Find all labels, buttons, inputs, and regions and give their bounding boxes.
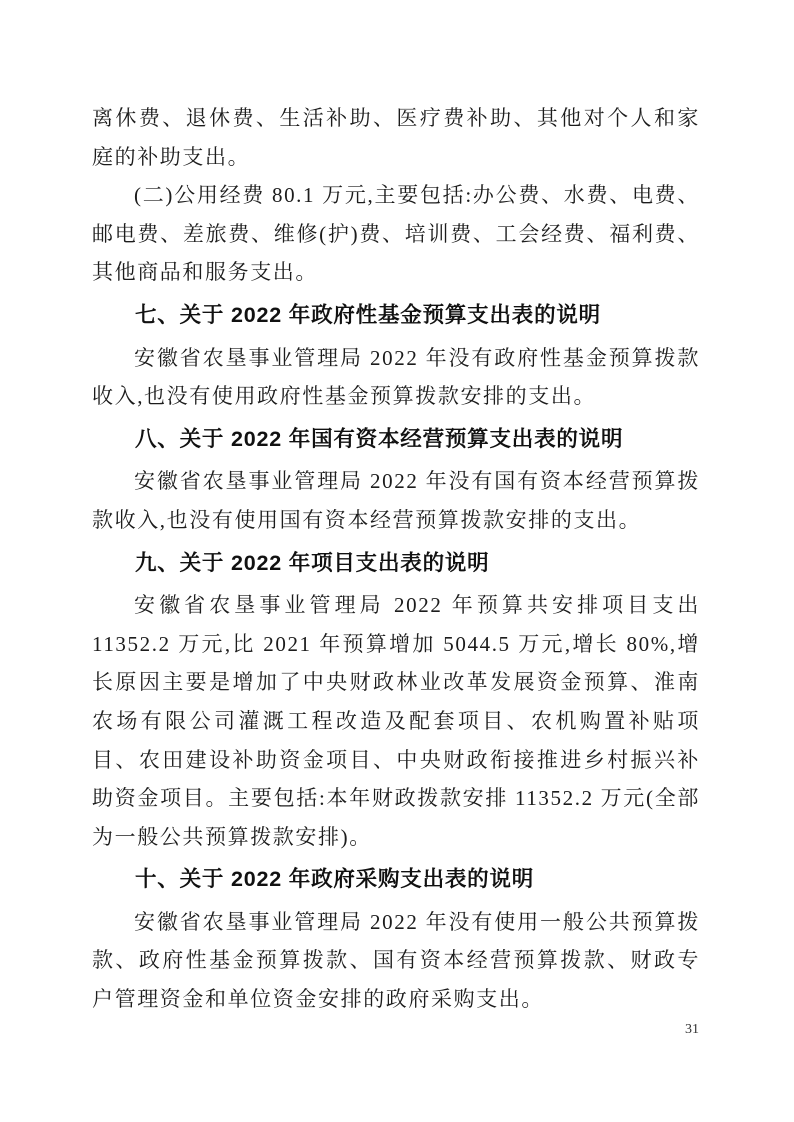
page-number: 31 — [685, 1022, 699, 1037]
heading-section-10-government-procurement: 十、关于 2022 年政府采购支出表的说明 — [135, 867, 535, 892]
paragraph-public-expense: (二)公用经费 80.1 万元,主要包括:办公费、水费、电费、邮电费、差旅费、维修(护)费、培训费、工会经费、福利费、其他商品和服务支出。 — [92, 183, 700, 285]
paragraph-section-10-body: 安徽省农垦事业管理局 2022 年没有使用一般公共预算拨款、政府性基金预算拨款、国有资本经营预算拨款、财政专户管理资金和单位资金安排的政府采购支出。 — [92, 909, 700, 1012]
paragraph-section-8-body: 安徽省农垦事业管理局 2022 年没有国有资本经营预算拨款收入,也没有使用国有资本经营预算拨款安排的支出。 — [92, 469, 700, 532]
heading-section-9-project-expenditure: 九、关于 2022 年项目支出表的说明 — [135, 550, 490, 575]
heading-section-8-state-capital-budget: 八、关于 2022 年国有资本经营预算支出表的说明 — [135, 426, 624, 451]
paragraph-section-9-body: 安徽省农垦事业管理局 2022 年预算共安排项目支出 11352.2 万元,比 2021 年预算增加 5044.5 万元,增长 80%,增长原因主要是增加了中央财政林业改革发展资金预算、淮南农场有限公司灌溉工程改造及配套项目、农机购置补贴项目、农田建设补助资金项目、中央财政衔接推进乡村振兴补助资金项目。主要包括:本年财政拨款安排 11352.2 万元(全部为一般公共预算拨款安排)。 — [92, 593, 700, 849]
paragraph-section-7-body: 安徽省农垦事业管理局 2022 年没有政府性基金预算拨款收入,也没有使用政府性基金预算拨款安排的支出。 — [92, 345, 700, 409]
document-content — [92, 99, 700, 1019]
heading-section-7-government-fund-budget: 七、关于 2022 年政府性基金预算支出表的说明 — [135, 302, 601, 327]
paragraph-personal-family-subsidy-carryover: 离休费、退休费、生活补助、医疗费补助、其他对个人和家庭的补助支出。 — [92, 106, 700, 169]
